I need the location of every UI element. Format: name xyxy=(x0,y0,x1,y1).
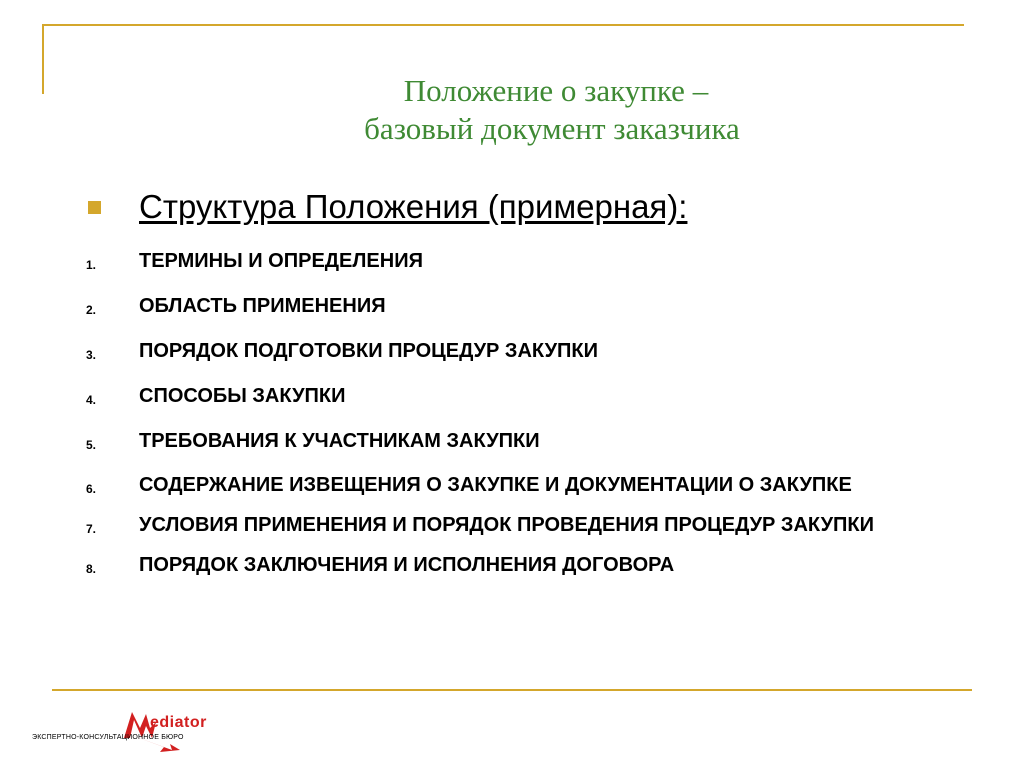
square-bullet-icon xyxy=(88,201,101,214)
list-item-text: ТЕРМИНЫ И ОПРЕДЕЛЕНИЯ xyxy=(139,250,423,272)
list-item-number: 3. xyxy=(86,348,97,362)
list-item-number: 4. xyxy=(86,393,97,407)
list-item xyxy=(86,429,986,453)
list-item-number: 5. xyxy=(86,438,97,452)
list-item-number: 8. xyxy=(86,562,97,576)
list-item xyxy=(86,384,986,408)
slide-title xyxy=(0,72,1024,148)
list-item-number: 7. xyxy=(86,522,97,536)
list-item-number: 1. xyxy=(86,258,97,272)
list-item-text: СОДЕРЖАНИЕ ИЗВЕЩЕНИЯ О ЗАКУПКЕ И ДОКУМЕНТАЦИИ О ЗАКУПКЕ xyxy=(139,474,852,496)
list-item-text: ПОРЯДОК ЗАКЛЮЧЕНИЯ И ИСПОЛНЕНИЯ ДОГОВОРА xyxy=(139,554,675,576)
title-line-2: базовый документ заказчика xyxy=(364,111,740,146)
list-item xyxy=(86,553,986,577)
frame-bottom-rule xyxy=(52,689,972,691)
list-item xyxy=(86,513,986,537)
list-item-text: УСЛОВИЯ ПРИМЕНЕНИЯ И ПОРЯДОК ПРОВЕДЕНИЯ ПРОЦЕДУР ЗАКУПКИ xyxy=(139,514,874,536)
frame-top-rule xyxy=(42,24,964,26)
list-item xyxy=(86,294,986,318)
mediator-logo xyxy=(32,704,252,754)
list-item xyxy=(86,339,986,363)
logo-caption-text: ЭКСПЕРТНО-КОНСУЛЬТАЦИОННОЕ БЮРО xyxy=(32,734,184,741)
list-item-text: ТРЕБОВАНИЯ К УЧАСТНИКАМ ЗАКУПКИ xyxy=(139,430,540,452)
logo-brand-text: ediator xyxy=(150,714,207,731)
title-line-1: Положение о закупке – xyxy=(403,73,709,108)
list-item xyxy=(86,249,986,273)
list-item-text: СПОСОБЫ ЗАКУПКИ xyxy=(139,385,346,407)
list-item-text: ОБЛАСТЬ ПРИМЕНЕНИЯ xyxy=(139,295,386,317)
heading-row xyxy=(88,188,687,226)
structure-list xyxy=(86,246,986,577)
list-item-number: 6. xyxy=(86,482,97,496)
list-item xyxy=(86,473,986,497)
section-heading: Структура Положения (примерная): xyxy=(139,188,688,225)
list-item-text: ПОРЯДОК ПОДГОТОВКИ ПРОЦЕДУР ЗАКУПКИ xyxy=(139,340,598,362)
list-item-number: 2. xyxy=(86,303,97,317)
